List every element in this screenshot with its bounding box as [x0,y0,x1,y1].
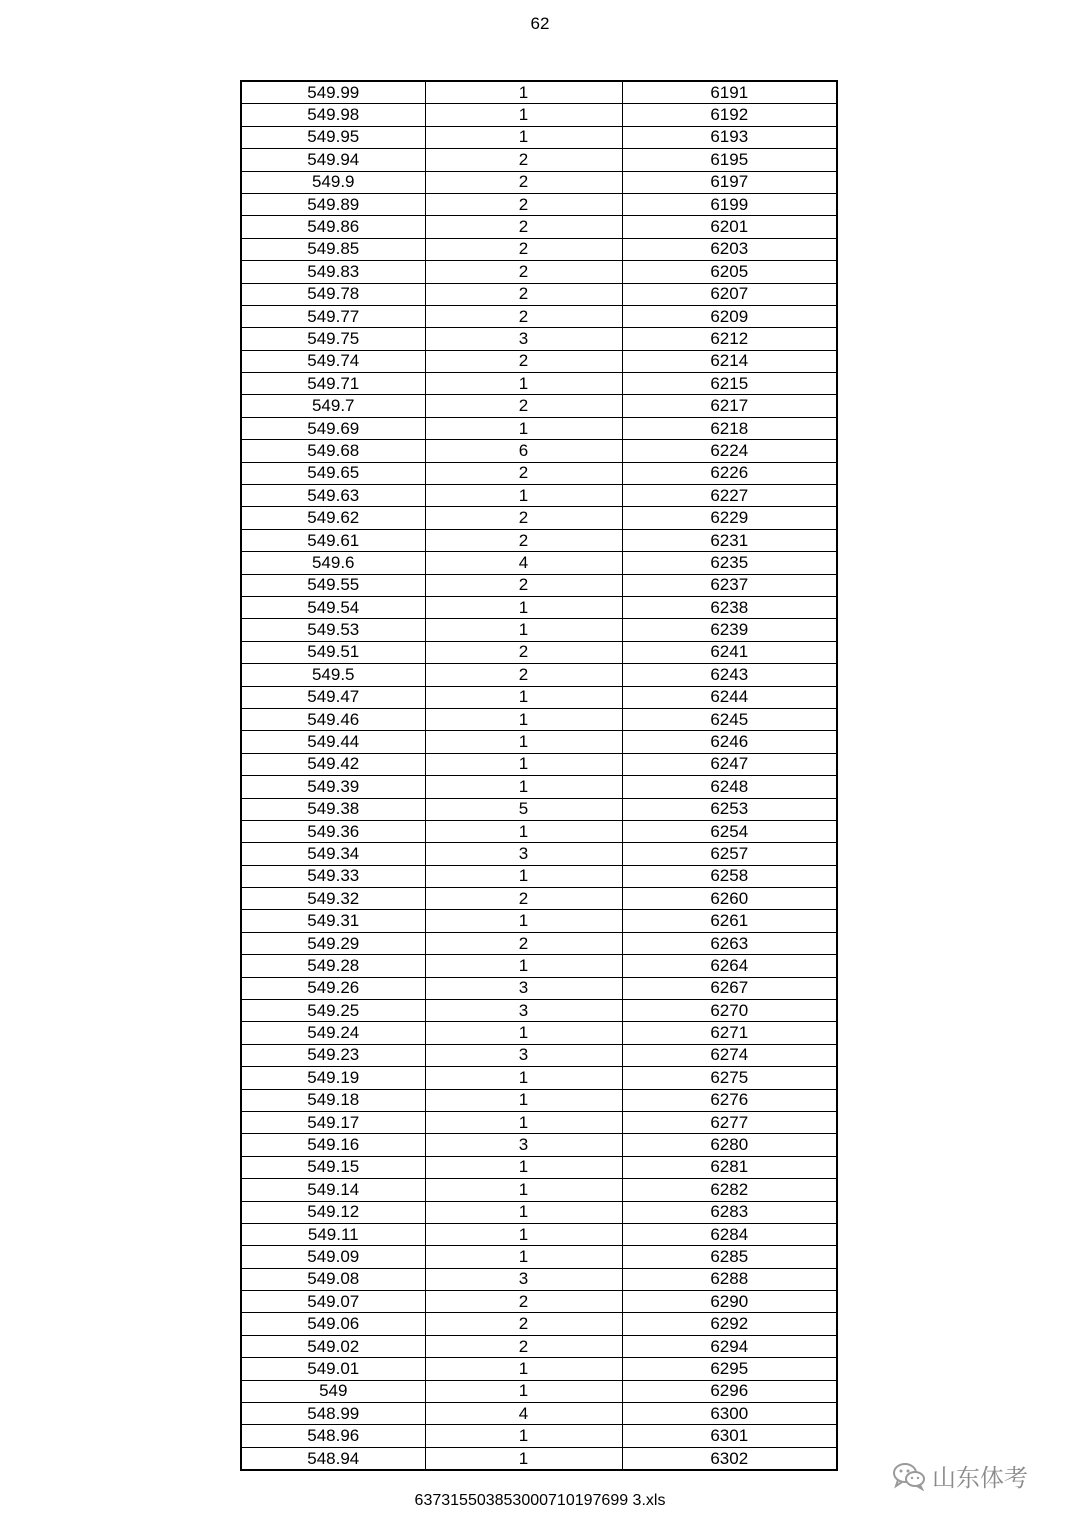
score-cell: 549.16 [241,1134,425,1156]
count-cell: 1 [425,776,622,798]
rank-cell: 6229 [622,507,837,529]
score-cell: 549.07 [241,1291,425,1313]
table-row [241,261,837,283]
score-cell: 549.46 [241,708,425,730]
score-cell: 549.06 [241,1313,425,1335]
table-row [241,104,837,126]
score-cell: 549.75 [241,328,425,350]
count-cell: 3 [425,1134,622,1156]
table-row [241,776,837,798]
table-row [241,373,837,395]
count-cell: 1 [425,1380,622,1402]
rank-cell: 6296 [622,1380,837,1402]
score-cell: 549.94 [241,149,425,171]
score-cell: 549.02 [241,1335,425,1357]
count-cell: 1 [425,910,622,932]
count-cell: 1 [425,81,622,104]
table-row [241,1111,837,1133]
count-cell: 4 [425,1403,622,1425]
count-cell: 1 [425,485,622,507]
score-cell: 549.31 [241,910,425,932]
rank-cell: 6254 [622,820,837,842]
count-cell: 2 [425,216,622,238]
table-row [241,193,837,215]
rank-cell: 6209 [622,305,837,327]
count-cell: 1 [425,596,622,618]
table-row [241,574,837,596]
score-cell: 549.28 [241,955,425,977]
score-cell: 549.86 [241,216,425,238]
table-row [241,1089,837,1111]
rank-cell: 6237 [622,574,837,596]
rank-cell: 6226 [622,462,837,484]
rank-cell: 6207 [622,283,837,305]
rank-cell: 6301 [622,1425,837,1447]
score-cell: 549.55 [241,574,425,596]
rank-cell: 6201 [622,216,837,238]
score-cell: 549.74 [241,350,425,372]
count-cell: 2 [425,641,622,663]
table-row [241,1022,837,1044]
rank-cell: 6284 [622,1223,837,1245]
score-cell: 549.85 [241,238,425,260]
score-cell: 549.25 [241,1000,425,1022]
score-cell: 549.68 [241,440,425,462]
rank-cell: 6263 [622,932,837,954]
count-cell: 2 [425,193,622,215]
table-row [241,753,837,775]
count-cell: 1 [425,753,622,775]
table-row [241,641,837,663]
count-cell: 2 [425,283,622,305]
count-cell: 1 [425,1358,622,1380]
table-row [241,1380,837,1402]
table-row [241,305,837,327]
rank-cell: 6214 [622,350,837,372]
count-cell: 2 [425,888,622,910]
table-row [241,820,837,842]
score-cell: 549.33 [241,865,425,887]
count-cell: 2 [425,171,622,193]
table-row [241,1447,837,1470]
score-cell: 549.32 [241,888,425,910]
rank-cell: 6277 [622,1111,837,1133]
count-cell: 2 [425,529,622,551]
rank-cell: 6280 [622,1134,837,1156]
count-cell: 3 [425,843,622,865]
table-row [241,1291,837,1313]
count-cell: 1 [425,619,622,641]
count-cell: 1 [425,1179,622,1201]
rank-cell: 6212 [622,328,837,350]
table-row [241,1335,837,1357]
count-cell: 3 [425,1268,622,1290]
rank-cell: 6231 [622,529,837,551]
rank-cell: 6245 [622,708,837,730]
score-cell: 549.11 [241,1223,425,1245]
table-row [241,596,837,618]
rank-cell: 6283 [622,1201,837,1223]
score-cell: 549.77 [241,305,425,327]
score-cell: 549.71 [241,373,425,395]
count-cell: 1 [425,1223,622,1245]
score-cell: 548.96 [241,1425,425,1447]
rank-cell: 6235 [622,552,837,574]
count-cell: 3 [425,977,622,999]
score-cell: 549.65 [241,462,425,484]
watermark [892,1458,1028,1493]
rank-cell: 6294 [622,1335,837,1357]
count-cell: 2 [425,574,622,596]
rank-cell: 6264 [622,955,837,977]
count-cell: 2 [425,462,622,484]
count-cell: 1 [425,1447,622,1470]
count-cell: 1 [425,1246,622,1268]
table-row [241,328,837,350]
count-cell: 2 [425,350,622,372]
table-row [241,1313,837,1335]
rank-cell: 6248 [622,776,837,798]
score-cell: 549.18 [241,1089,425,1111]
score-cell: 549.98 [241,104,425,126]
score-cell: 549.5 [241,664,425,686]
count-cell: 1 [425,1156,622,1178]
score-cell: 549.15 [241,1156,425,1178]
count-cell: 2 [425,261,622,283]
score-cell: 549.51 [241,641,425,663]
rank-cell: 6302 [622,1447,837,1470]
table-row [241,1246,837,1268]
table-row [241,888,837,910]
table-row [241,1179,837,1201]
table-row [241,1268,837,1290]
score-cell: 549.36 [241,820,425,842]
score-cell: 549.34 [241,843,425,865]
rank-cell: 6215 [622,373,837,395]
rank-cell: 6246 [622,731,837,753]
score-cell: 548.99 [241,1403,425,1425]
count-cell: 2 [425,238,622,260]
count-cell: 1 [425,708,622,730]
score-cell: 549.53 [241,619,425,641]
rank-cell: 6197 [622,171,837,193]
table-row [241,440,837,462]
footer-filename: 637315503853000710197699 3.xls [414,1492,666,1509]
count-cell: 3 [425,1000,622,1022]
table-row [241,238,837,260]
table-row [241,708,837,730]
score-cell: 549.19 [241,1067,425,1089]
score-cell: 549.24 [241,1022,425,1044]
table-row [241,731,837,753]
count-cell: 1 [425,417,622,439]
table-body [241,81,837,1470]
rank-cell: 6238 [622,596,837,618]
table-row [241,350,837,372]
rank-cell: 6261 [622,910,837,932]
score-cell: 548.94 [241,1447,425,1470]
score-cell: 549.08 [241,1268,425,1290]
rank-cell: 6205 [622,261,837,283]
table-row [241,1201,837,1223]
table-row [241,529,837,551]
rank-cell: 6275 [622,1067,837,1089]
count-cell: 2 [425,149,622,171]
table-row [241,552,837,574]
table-row [241,171,837,193]
count-cell: 1 [425,126,622,148]
score-cell: 549.83 [241,261,425,283]
count-cell: 3 [425,328,622,350]
table-row [241,865,837,887]
count-cell: 2 [425,1291,622,1313]
table-row [241,462,837,484]
table-row [241,1358,837,1380]
table-row [241,910,837,932]
count-cell: 2 [425,305,622,327]
table-row [241,1134,837,1156]
table-row [241,955,837,977]
rank-cell: 6288 [622,1268,837,1290]
rank-cell: 6239 [622,619,837,641]
count-cell: 2 [425,1335,622,1357]
table-row [241,977,837,999]
score-cell: 549.29 [241,932,425,954]
table-row [241,619,837,641]
rank-cell: 6195 [622,149,837,171]
rank-cell: 6276 [622,1089,837,1111]
rank-cell: 6270 [622,1000,837,1022]
score-cell: 549.42 [241,753,425,775]
table-row [241,485,837,507]
rank-cell: 6290 [622,1291,837,1313]
table-row [241,216,837,238]
score-cell: 549 [241,1380,425,1402]
score-cell: 549.6 [241,552,425,574]
rank-cell: 6257 [622,843,837,865]
count-cell: 1 [425,1111,622,1133]
count-cell: 1 [425,865,622,887]
score-cell: 549.09 [241,1246,425,1268]
table-row [241,1223,837,1245]
score-cell: 549.95 [241,126,425,148]
table-row [241,798,837,820]
count-cell: 2 [425,664,622,686]
rank-cell: 6191 [622,81,837,104]
table-row [241,1000,837,1022]
count-cell: 1 [425,373,622,395]
score-cell: 549.44 [241,731,425,753]
table-row [241,149,837,171]
rank-cell: 6282 [622,1179,837,1201]
rank-cell: 6267 [622,977,837,999]
watermark-text: 山东体考 [932,1464,1028,1492]
table-row [241,1156,837,1178]
score-cell: 549.39 [241,776,425,798]
score-cell: 549.61 [241,529,425,551]
rank-cell: 6292 [622,1313,837,1335]
rank-cell: 6253 [622,798,837,820]
score-cell: 549.17 [241,1111,425,1133]
count-cell: 2 [425,395,622,417]
table-row [241,686,837,708]
rank-cell: 6244 [622,686,837,708]
rank-cell: 6260 [622,888,837,910]
count-cell: 1 [425,686,622,708]
score-cell: 549.01 [241,1358,425,1380]
score-cell: 549.23 [241,1044,425,1066]
count-cell: 1 [425,955,622,977]
wechat-icon [892,1461,926,1491]
count-cell: 1 [425,1201,622,1223]
table-row [241,1044,837,1066]
count-cell: 1 [425,1425,622,1447]
count-cell: 6 [425,440,622,462]
rank-cell: 6217 [622,395,837,417]
score-cell: 549.38 [241,798,425,820]
rank-cell: 6193 [622,126,837,148]
table-row [241,843,837,865]
table-row [241,1403,837,1425]
score-cell: 549.69 [241,417,425,439]
score-cell: 549.7 [241,395,425,417]
page-number: 62 [530,14,550,33]
count-cell: 3 [425,1044,622,1066]
score-cell: 549.78 [241,283,425,305]
count-cell: 4 [425,552,622,574]
rank-cell: 6281 [622,1156,837,1178]
rank-cell: 6295 [622,1358,837,1380]
count-cell: 1 [425,104,622,126]
table-row [241,81,837,104]
rank-cell: 6258 [622,865,837,887]
rank-cell: 6243 [622,664,837,686]
rank-cell: 6300 [622,1403,837,1425]
rank-cell: 6247 [622,753,837,775]
table-row [241,126,837,148]
rank-cell: 6241 [622,641,837,663]
count-cell: 1 [425,1067,622,1089]
table-row [241,507,837,529]
rank-cell: 6203 [622,238,837,260]
table-row [241,1425,837,1447]
rank-cell: 6285 [622,1246,837,1268]
score-cell: 549.14 [241,1179,425,1201]
score-cell: 549.12 [241,1201,425,1223]
score-cell: 549.89 [241,193,425,215]
score-cell: 549.47 [241,686,425,708]
score-table [240,80,838,1471]
score-cell: 549.9 [241,171,425,193]
count-cell: 1 [425,1089,622,1111]
rank-cell: 6271 [622,1022,837,1044]
count-cell: 1 [425,731,622,753]
rank-cell: 6199 [622,193,837,215]
score-cell: 549.54 [241,596,425,618]
table-row [241,417,837,439]
score-cell: 549.63 [241,485,425,507]
count-cell: 1 [425,820,622,842]
count-cell: 2 [425,1313,622,1335]
score-cell: 549.26 [241,977,425,999]
rank-cell: 6224 [622,440,837,462]
rank-cell: 6274 [622,1044,837,1066]
table-row [241,932,837,954]
count-cell: 5 [425,798,622,820]
table-row [241,283,837,305]
count-cell: 2 [425,507,622,529]
rank-cell: 6192 [622,104,837,126]
score-cell: 549.99 [241,81,425,104]
table-row [241,395,837,417]
score-cell: 549.62 [241,507,425,529]
count-cell: 1 [425,1022,622,1044]
table-row [241,664,837,686]
rank-cell: 6218 [622,417,837,439]
rank-cell: 6227 [622,485,837,507]
count-cell: 2 [425,932,622,954]
table-row [241,1067,837,1089]
